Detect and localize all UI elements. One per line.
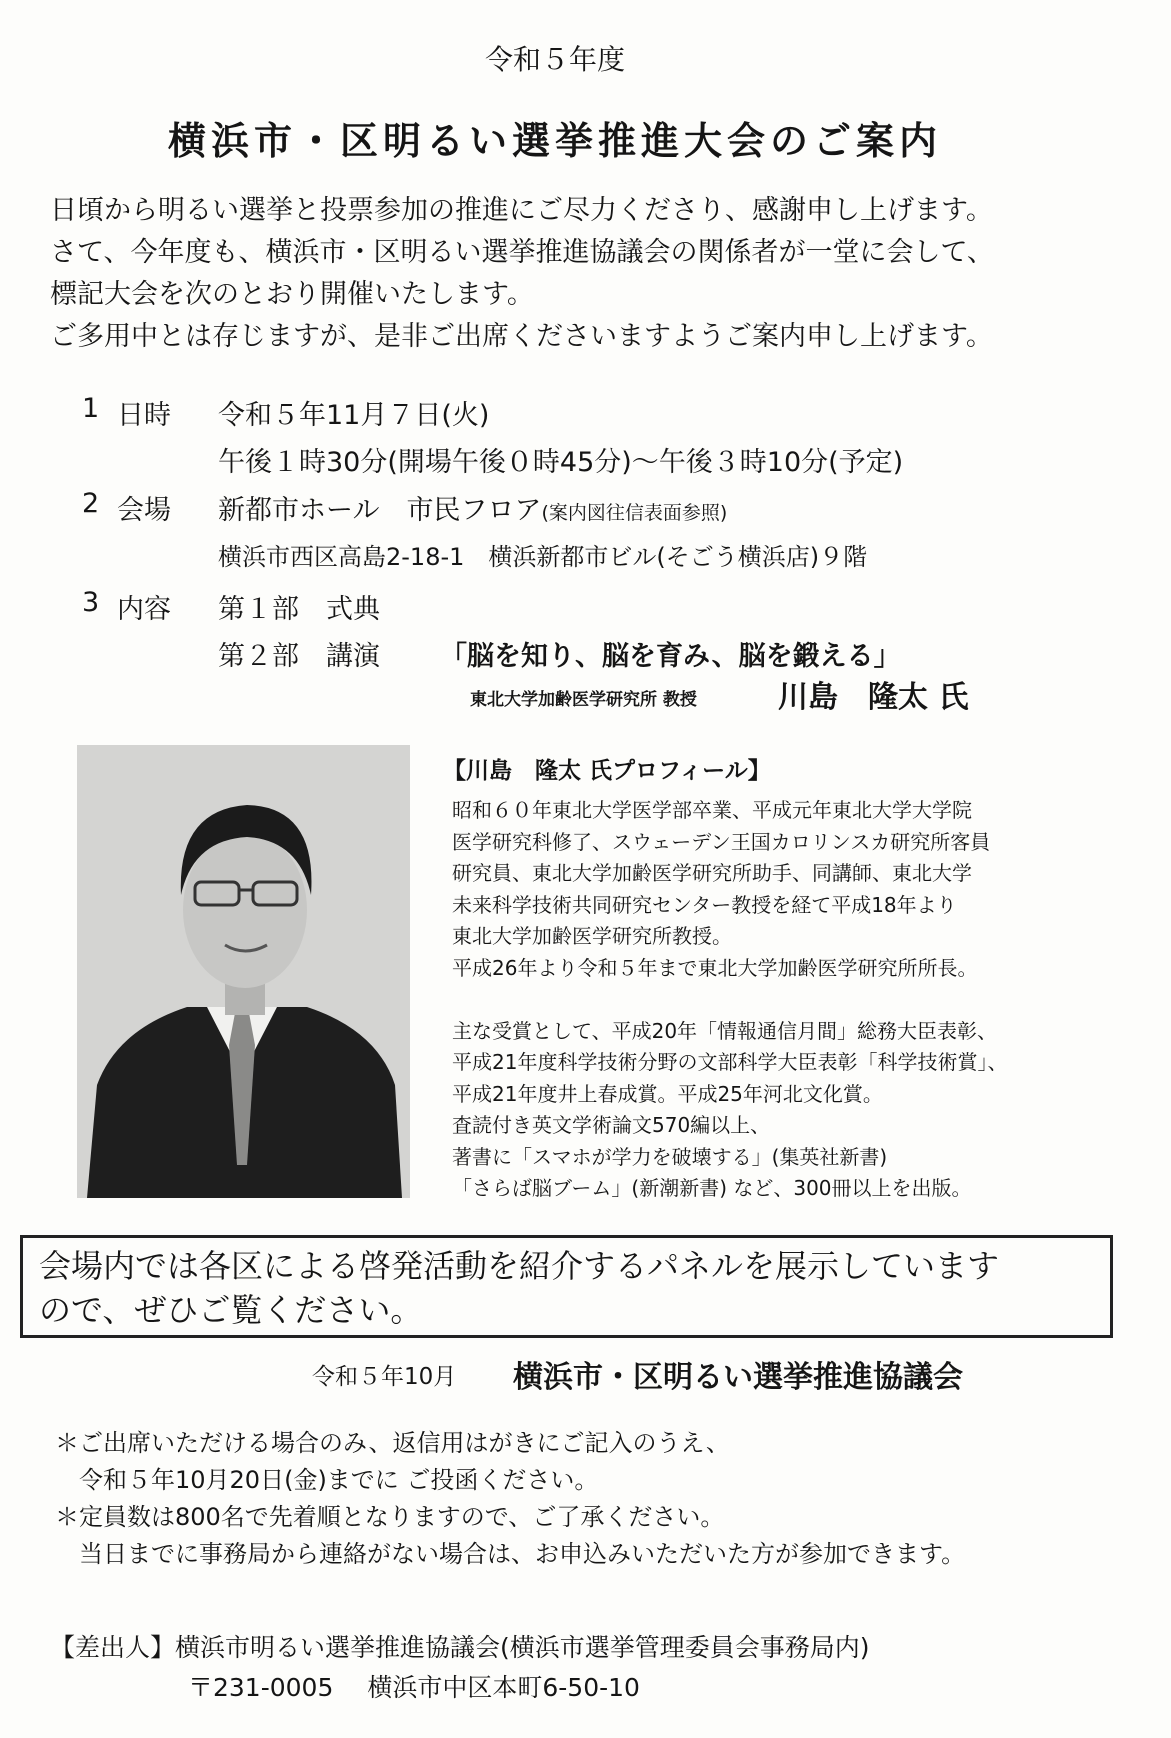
- item-number-content: 3: [82, 587, 100, 618]
- intro-line: ご多用中とは存じますが、是非ご出席くださいますようご案内申し上げます。: [50, 321, 993, 352]
- program-part1: 第１部 式典: [218, 594, 380, 625]
- sender-org: 横浜市明るい選挙推進協議会(横浜市選挙管理委員会事務局内): [175, 1633, 870, 1662]
- event-time: 午後１時30分(開場午後０時45分)～午後３時10分(予定): [218, 447, 904, 478]
- item-label-datetime: 日時: [117, 400, 171, 431]
- lecture-title: 「脳を知り、脳を育み、脳を鍛える」: [440, 641, 901, 672]
- profile-line: 「さらば脳ブーム」(新潮新書) など、300冊以上を出版。: [452, 1176, 972, 1200]
- page-title: 横浜市・区明るい選挙推進大会のご案内: [167, 119, 942, 163]
- panel-exhibit-notice: [20, 1235, 1113, 1338]
- venue-name-text: 新都市ホール 市民フロア: [218, 495, 542, 526]
- fiscal-year: 令和５年度: [484, 43, 625, 76]
- issuer-name: 横浜市・区明るい選挙推進協議会: [513, 1360, 963, 1395]
- intro-line: 日頃から明るい選挙と投票参加の推進にご尽力くださり、感謝申し上げます。: [50, 195, 993, 226]
- profile-line: 著書に「スマホが学力を破壊する」(集英社新書): [452, 1144, 888, 1169]
- notice-line: 会場内では各区による啓発活動を紹介するパネルを展示しています: [39, 1247, 1000, 1285]
- speaker-name: 川島 隆太 氏: [778, 680, 969, 715]
- note-line: 令和５年10月20日(金)までに ご投函ください。: [55, 1466, 599, 1494]
- profile-line: 東北大学加齢医学研究所教授。: [452, 924, 732, 948]
- note-line: ＊定員数は800名で先着順となりますので、ご了承ください。: [55, 1503, 725, 1531]
- item-number-venue: 2: [82, 488, 100, 519]
- postal-code: 〒231-0005: [188, 1673, 334, 1702]
- item-label-venue: 会場: [117, 495, 171, 526]
- notice-line: ので、ぜひご覧ください。: [39, 1291, 423, 1329]
- note-line: ＊ご出席いただける場合のみ、返信用はがきにご記入のうえ、: [55, 1429, 730, 1457]
- venue-address: 横浜市西区高島2-18-1 横浜新都市ビル(そごう横浜店)９階: [218, 543, 868, 571]
- profile-text: [452, 795, 1007, 1205]
- intro-line: さて、今年度も、横浜市・区明るい選挙推進協議会の関係者が一堂に会して、: [50, 237, 994, 268]
- profile-line: 平成21年度井上春成賞。平成25年河北文化賞。: [452, 1081, 883, 1106]
- profile-line: 平成21年度科学技術分野の文部科学大臣表彰「科学技術賞」、: [452, 1050, 1008, 1074]
- rsvp-notes: [55, 1425, 965, 1573]
- venue-name: [218, 488, 727, 527]
- speaker-portrait-image: [77, 745, 410, 1198]
- intro-paragraph: [50, 190, 994, 358]
- note-line: 当日までに事務局から連絡がない場合は、お申込みいただいた方が参加できます。: [55, 1540, 966, 1568]
- sender-block: [50, 1628, 870, 1708]
- sender-address-line: [50, 1668, 870, 1708]
- profile-heading: 【川島 隆太 氏プロフィール】: [443, 758, 771, 784]
- profile-line: 平成26年より令和５年まで東北大学加齢医学研究所所長。: [452, 955, 978, 980]
- event-date: 令和５年11月７日(火): [218, 400, 490, 431]
- issue-date: 令和５年10月: [312, 1364, 457, 1390]
- sender-label: 【差出人】: [50, 1633, 176, 1662]
- profile-line: 未来科学技術共同研究センター教授を経て平成18年より: [452, 892, 957, 917]
- speaker-photo: [77, 745, 410, 1198]
- sender-line: [50, 1628, 870, 1668]
- speaker-affiliation: 東北大学加齢医学研究所 教授: [470, 690, 697, 710]
- profile-line: 査読付き英文学術論文570編以上、: [452, 1113, 771, 1137]
- profile-spacer: [452, 984, 1007, 1016]
- item-number-datetime: 1: [82, 393, 100, 424]
- item-label-content: 内容: [117, 594, 171, 625]
- profile-line: 医学研究科修了、スウェーデン王国カロリンスカ研究所客員: [452, 829, 991, 854]
- profile-line: 昭和６０年東北大学医学部卒業、平成元年東北大学大学院: [452, 798, 972, 822]
- program-part2: 第２部 講演: [218, 641, 380, 672]
- profile-line: 主な受賞として、平成20年「情報通信月間」総務大臣表彰、: [452, 1018, 998, 1043]
- sender-address: 横浜市中区本町6-50-10: [367, 1673, 640, 1702]
- intro-line: 標記大会を次のとおり開催いたします。: [50, 279, 534, 310]
- venue-map-note: (案内図往信表面参照): [541, 502, 728, 524]
- profile-line: 研究員、東北大学加齢医学研究所助手、同講師、東北大学: [452, 861, 972, 885]
